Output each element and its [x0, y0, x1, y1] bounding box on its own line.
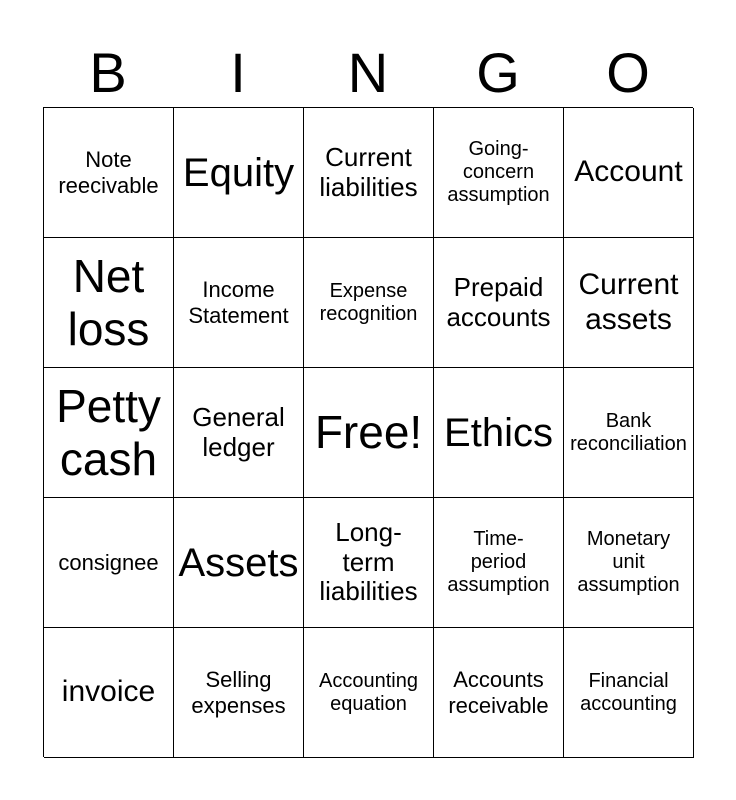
bingo-cell[interactable] [44, 108, 174, 238]
cell-label: Time- period assumption [447, 528, 550, 596]
bingo-cell[interactable] [44, 238, 174, 368]
cell-label: Bank reconciliation [570, 409, 687, 455]
cell-label: Going- concern assumption [447, 138, 550, 206]
bingo-cell[interactable] [434, 368, 564, 498]
bingo-cell[interactable] [174, 368, 304, 498]
bingo-cell[interactable] [564, 108, 694, 238]
cell-label: consignee [58, 549, 159, 575]
bingo-cell[interactable] [564, 498, 694, 628]
bingo-cell[interactable] [304, 238, 434, 368]
bingo-cell[interactable] [44, 368, 174, 498]
cell-label: Current assets [578, 268, 679, 336]
header-letter-o: O [606, 41, 650, 104]
bingo-cell[interactable] [564, 368, 694, 498]
bingo-cell[interactable] [564, 238, 694, 368]
header-letter-b: B [89, 41, 127, 104]
header-letter-i: I [230, 41, 246, 104]
cell-label: Net loss [67, 249, 150, 355]
cell-label: Monetary unit assumption [577, 528, 680, 596]
bingo-board [43, 107, 693, 757]
bingo-cell[interactable] [434, 628, 564, 758]
free-space-label: Free! [314, 406, 423, 459]
bingo-header [43, 40, 693, 106]
cell-label: Accounts receivable [448, 667, 549, 718]
cell-label: Long- term liabilities [319, 516, 418, 607]
cell-label: invoice [61, 675, 156, 709]
cell-label: Current liabilities [319, 141, 418, 202]
bingo-cell[interactable] [174, 498, 304, 628]
bingo-cell[interactable] [174, 238, 304, 368]
bingo-cell[interactable] [564, 628, 694, 758]
bingo-cell[interactable] [44, 628, 174, 758]
cell-label: Petty cash [56, 379, 161, 485]
header-letter-n: N [347, 41, 389, 104]
free-space-cell[interactable] [304, 368, 434, 498]
bingo-cell[interactable] [44, 498, 174, 628]
cell-label: Note reecivable [58, 147, 159, 198]
cell-label: Accounting equation [319, 669, 418, 715]
cell-label: Financial accounting [580, 669, 677, 715]
bingo-cell[interactable] [304, 628, 434, 758]
bingo-cell[interactable] [434, 498, 564, 628]
bingo-cell[interactable] [434, 108, 564, 238]
bingo-cell[interactable] [174, 628, 304, 758]
cell-label: Prepaid accounts [446, 271, 551, 332]
cell-label: General ledger [192, 401, 285, 462]
cell-label: Assets [178, 540, 299, 585]
cell-label: Income Statement [188, 277, 289, 328]
cell-label: Account [574, 155, 683, 189]
bingo-cell[interactable] [304, 108, 434, 238]
bingo-cell[interactable] [304, 498, 434, 628]
cell-label: Ethics [444, 410, 553, 455]
cell-label: Selling expenses [191, 667, 286, 718]
bingo-cell[interactable] [434, 238, 564, 368]
cell-label: Expense recognition [319, 279, 418, 325]
cell-label: Equity [182, 150, 295, 195]
bingo-cell[interactable] [174, 108, 304, 238]
header-letter-g: G [476, 41, 520, 104]
